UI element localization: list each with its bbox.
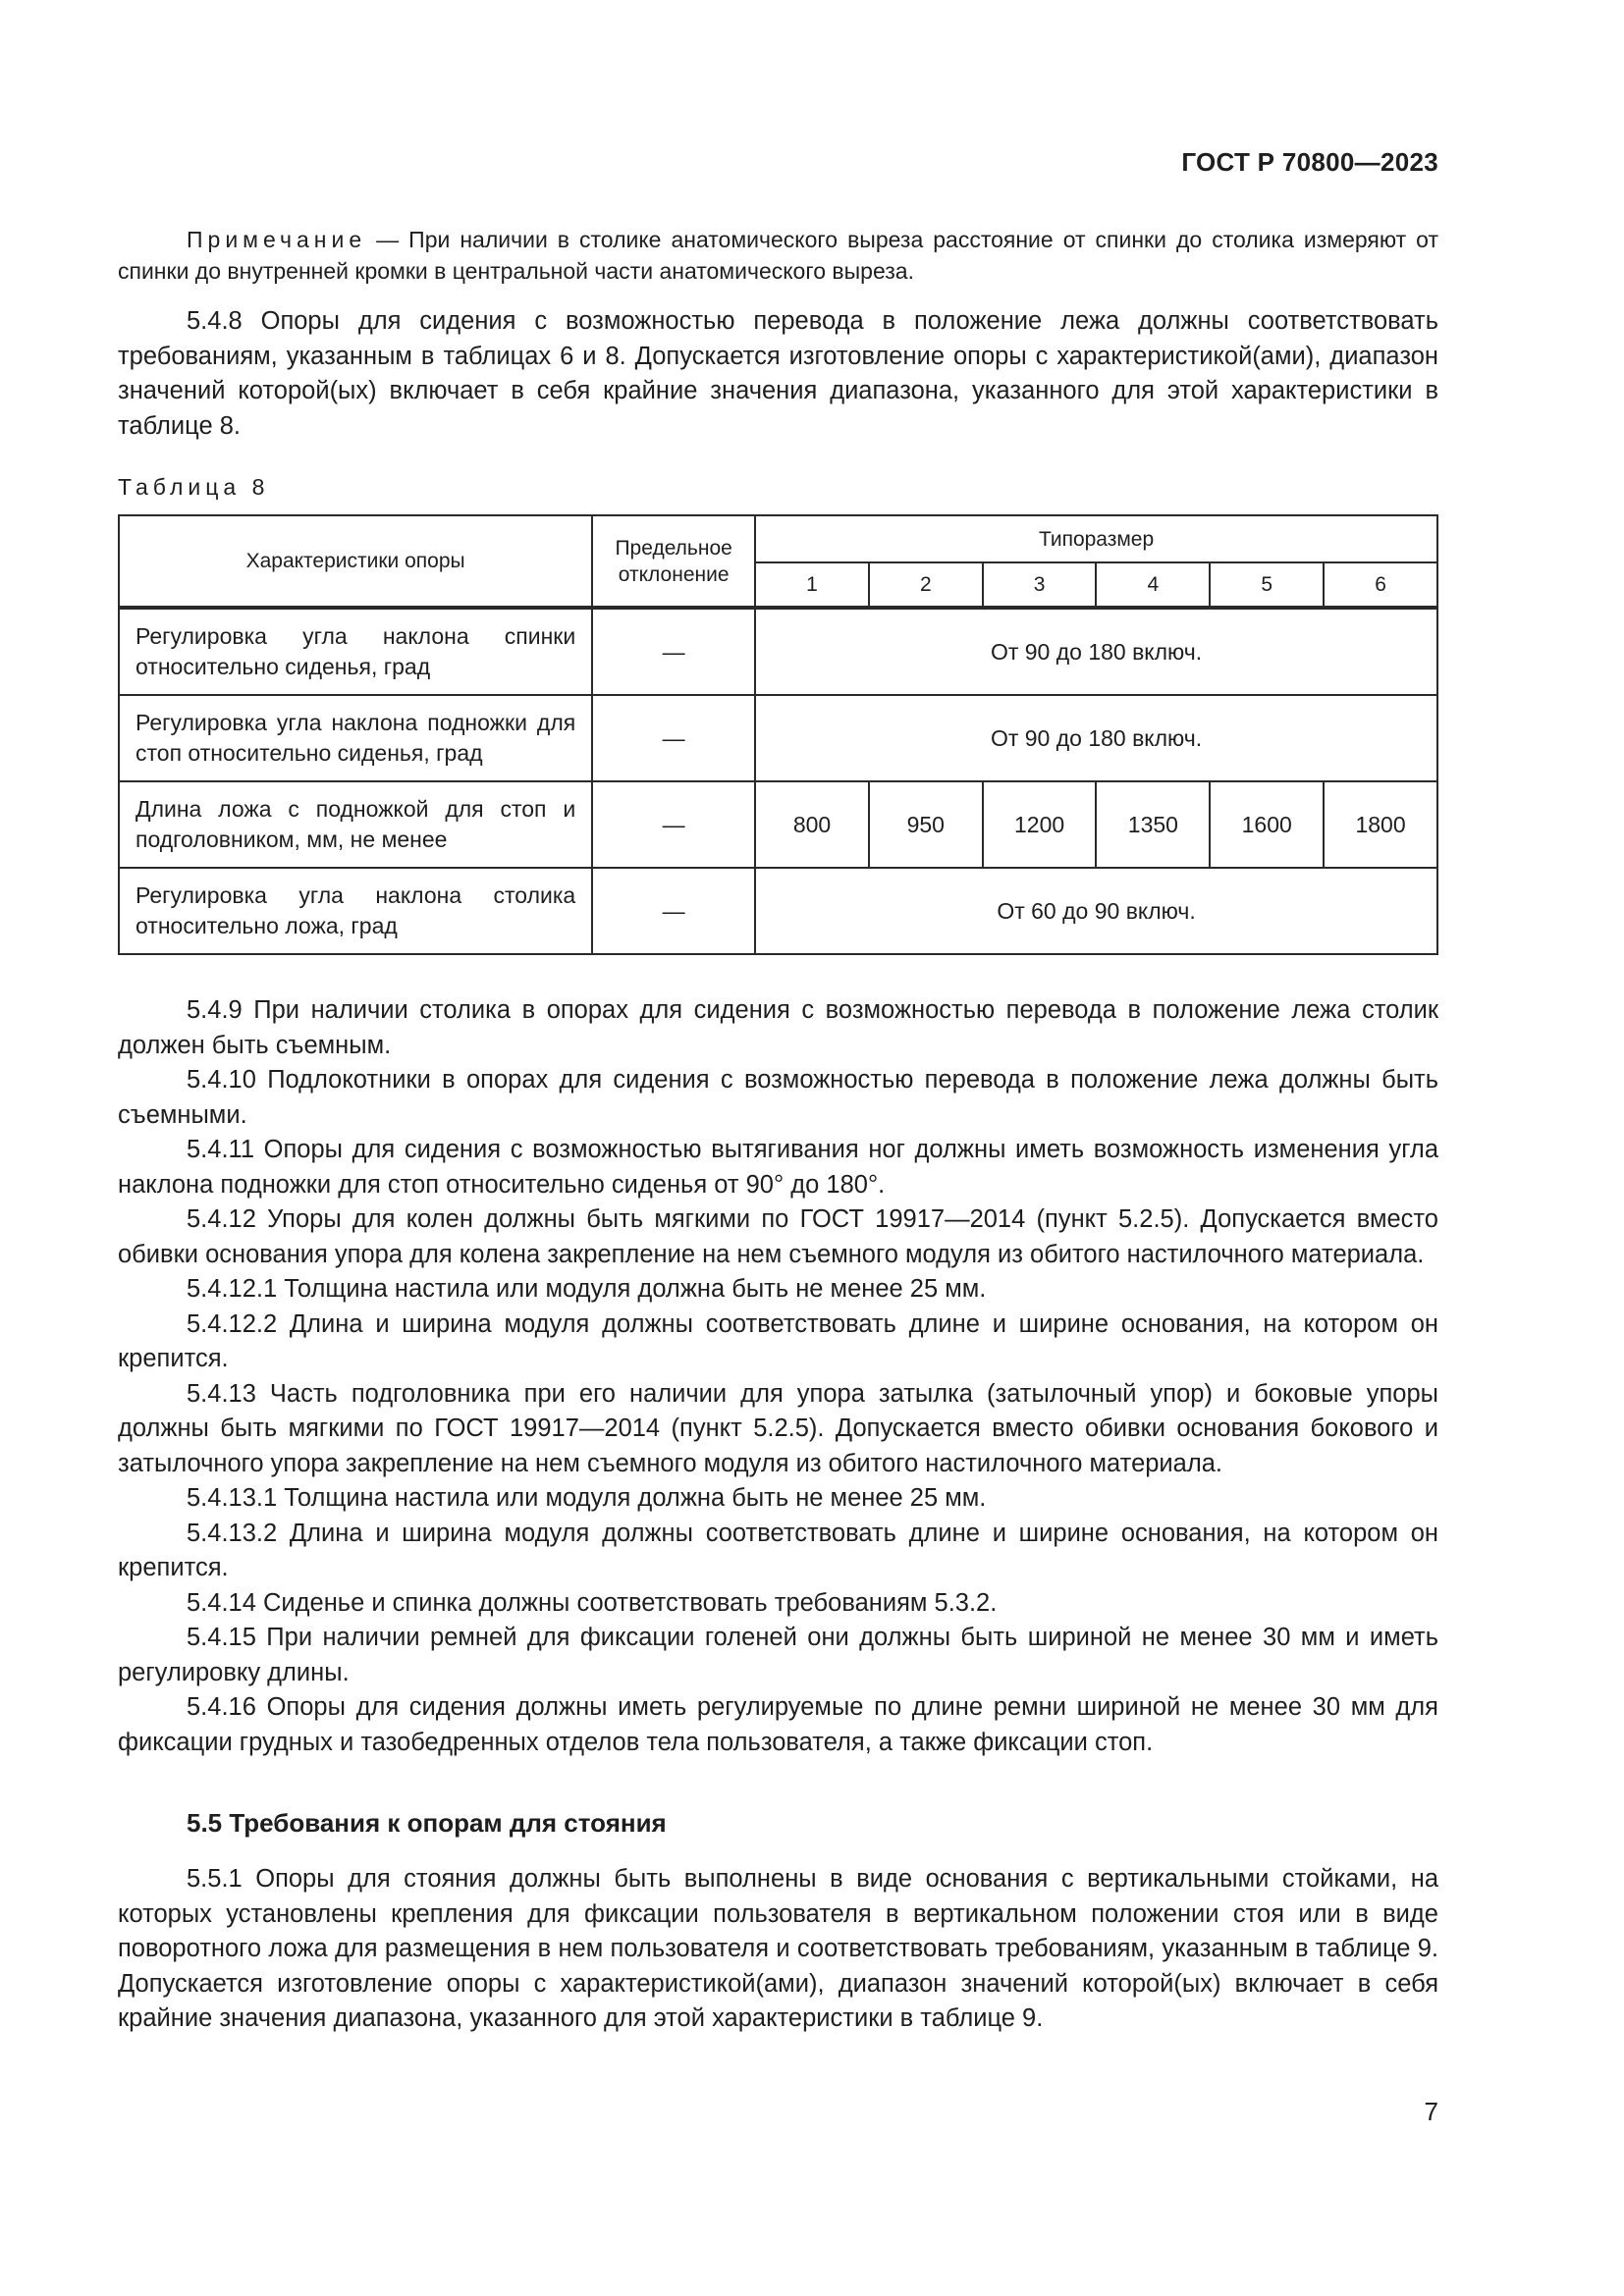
- row-value: 1350: [1096, 781, 1210, 868]
- row-range: От 90 до 180 включ.: [755, 695, 1437, 781]
- head-deviation: Предельное отклонение: [592, 515, 755, 608]
- row-value: 800: [755, 781, 869, 868]
- clause-paragraph: 5.4.13.2 Длина и ширина модуля должны соответствовать длине и ширине основания, на котором он крепится.: [118, 1519, 1438, 1581]
- table-row: [119, 695, 1437, 781]
- row-characteristic: Длина ложа с подножкой для стоп и подголовником, мм, не менее: [119, 781, 592, 868]
- row-characteristic: Регулировка угла наклона подножки для стоп относительно сиденья, град: [119, 695, 592, 781]
- document-header: ГОСТ Р 70800—2023: [1181, 147, 1438, 177]
- size-header: 1: [755, 562, 869, 608]
- row-characteristic: Регулировка угла наклона спинки относительно сиденья, град: [119, 608, 592, 695]
- page-number: 7: [1424, 2097, 1438, 2126]
- row-range: От 60 до 90 включ.: [755, 868, 1437, 954]
- row-value: 1200: [983, 781, 1097, 868]
- clause-paragraph: 5.4.11 Опоры для сидения с возможностью вытягивания ног должны иметь возможность изменения угла наклона подножки для стоп относительно сиденья от 90° до 180°.: [118, 1136, 1438, 1199]
- clause-paragraph: 5.4.10 Подлокотники в опорах для сидения с возможностью перевода в положение лежа должны быть съемными.: [118, 1066, 1438, 1129]
- size-header: 2: [869, 562, 983, 608]
- clause-5-5-1-text: 5.5.1 Опоры для стояния должны быть выполнены в виде основания с вертикальными стойками, на которых установлены крепления для фиксации пользователя в вертикальном положении стоя или в виде поворотного ложа для размещения в нем пользователя и соответствовать требованиям, указанным в таблице 9. Допускается изготовление опоры с характеристикой(ами), диапазон значений которой(ых) включает в себя крайние значения диапазона, указанного для этой характеристики в таблице 9.: [118, 1865, 1438, 2032]
- clause-paragraph: 5.4.12.1 Толщина настила или модуля должна быть не менее 25 мм.: [187, 1275, 987, 1303]
- head-size: Типоразмер: [755, 515, 1437, 562]
- row-deviation: —: [592, 695, 755, 781]
- head-characteristics: Характеристики опоры: [119, 515, 592, 608]
- section-title: 5.5 Требования к опорам для стояния: [187, 1808, 667, 1838]
- clauses-5-4-9-to-5-4-16: [118, 993, 1438, 1760]
- row-range: От 90 до 180 включ.: [755, 608, 1437, 695]
- clause-paragraph: 5.4.9 При наличии столика в опорах для сидения с возможностью перевода в положение лежа столик должен быть съемным.: [118, 996, 1438, 1059]
- row-characteristic: Регулировка угла наклона столика относительно ложа, град: [119, 868, 592, 954]
- table-row: [119, 868, 1437, 954]
- size-header: 6: [1324, 562, 1437, 608]
- table-8: [118, 514, 1438, 955]
- note-paragraph: [118, 224, 1438, 287]
- size-header: 4: [1096, 562, 1210, 608]
- clause-5-4-8-text: 5.4.8 Опоры для сидения с возможностью перевода в положение лежа должны соответствовать требованиям, указанным в таблицах 6 и 8. Допускается изготовление опоры с характеристикой(ами), диапазон значений которой(ых) включает в себя крайние значения диапазона, указанного для этой характеристики в таблице 8.: [118, 307, 1438, 440]
- clause-5-5-1: [118, 1862, 1438, 2037]
- clause-paragraph: 5.4.13.1 Толщина настила или модуля должна быть не менее 25 мм.: [187, 1484, 987, 1512]
- clause-paragraph: 5.4.12 Упоры для колен должны быть мягкими по ГОСТ 19917—2014 (пункт 5.2.5). Допускается вместо обивки основания упора для колена закрепление на нем съемного модуля из обитого настилочного материала.: [118, 1205, 1438, 1268]
- clause-paragraph: 5.4.14 Сиденье и спинка должны соответствовать требованиям 5.3.2.: [187, 1588, 998, 1617]
- clause-paragraph: 5.4.15 При наличии ремней для фиксации голеней они должны быть шириной не менее 30 мм и иметь регулировку длины.: [118, 1624, 1438, 1686]
- note-label: Примечание: [187, 227, 367, 252]
- clause-paragraph: 5.4.16 Опоры для сидения должны иметь регулируемые по длине ремни шириной не менее 30 мм для фиксации грудных и тазобедренных отделов тела пользователя, а также фиксации стоп.: [118, 1693, 1438, 1756]
- table-row: [119, 781, 1437, 868]
- clause-paragraph: 5.4.12.2 Длина и ширина модуля должны соответствовать длине и ширине основания, на котором он крепится.: [118, 1309, 1438, 1372]
- table-row: [119, 608, 1437, 695]
- clause-paragraph: 5.4.13 Часть подголовника при его наличии для упора затылка (затылочный упор) и боковые упоры должны быть мягкими по ГОСТ 19917—2014 (пункт 5.2.5). Допускается вместо обивки основания бокового и затылочного упора закрепление на нем съемного модуля из обитого настилочного материала.: [118, 1379, 1438, 1477]
- size-header: 5: [1210, 562, 1324, 608]
- table-caption: Таблица 8: [118, 474, 270, 500]
- row-deviation: —: [592, 781, 755, 868]
- row-value: 1800: [1324, 781, 1437, 868]
- row-value: 950: [869, 781, 983, 868]
- clause-5-4-8: [118, 304, 1438, 444]
- size-header: 3: [983, 562, 1097, 608]
- note-text: — При наличии в столике анатомического выреза расстояние от спинки до столика измеряют от спинки до внутренней кромки в центральной части анатомического выреза.: [118, 227, 1438, 284]
- row-deviation: —: [592, 868, 755, 954]
- row-value: 1600: [1210, 781, 1324, 868]
- row-deviation: —: [592, 608, 755, 695]
